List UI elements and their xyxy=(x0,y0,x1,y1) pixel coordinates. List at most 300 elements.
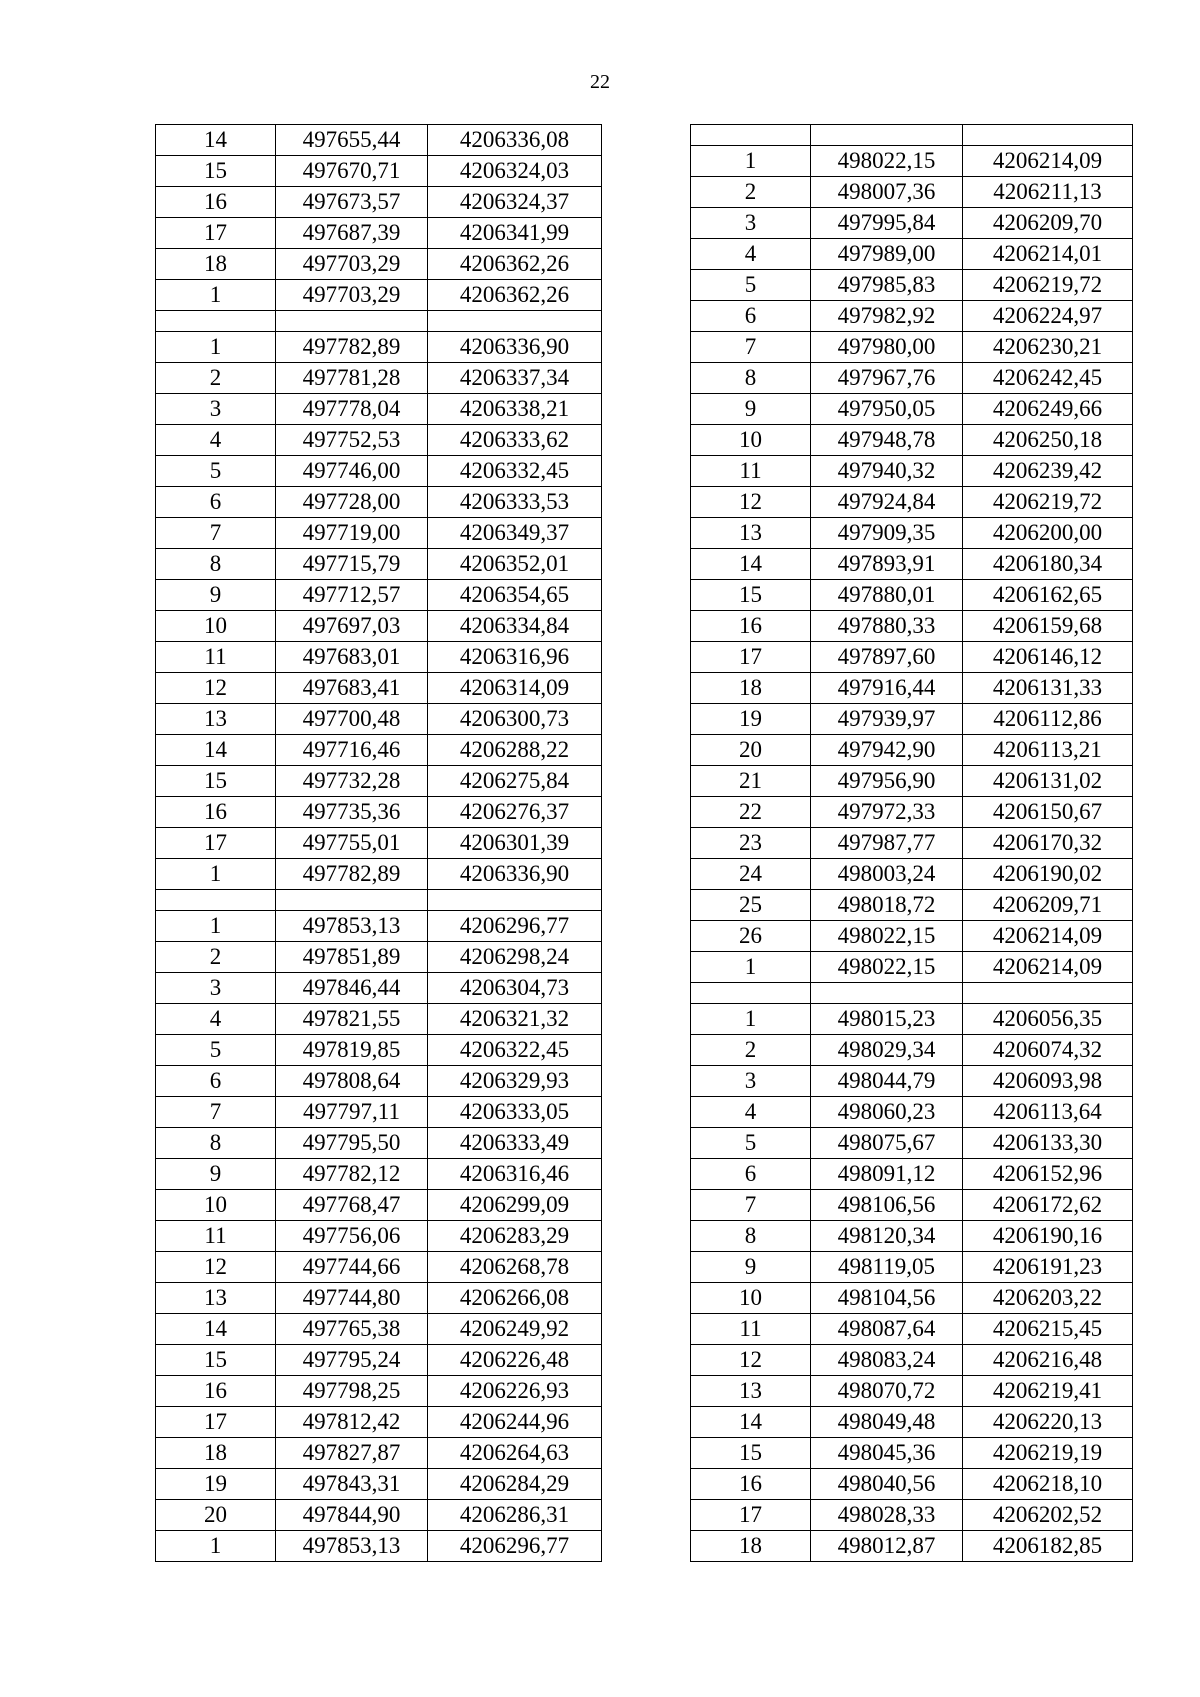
y-coordinate-cell: 4206182,85 xyxy=(963,1531,1133,1562)
y-coordinate-cell: 4206214,09 xyxy=(963,952,1133,983)
table-row xyxy=(691,1252,1133,1283)
x-coordinate-cell: 497821,55 xyxy=(276,1004,428,1035)
point-number-cell: 9 xyxy=(691,394,811,425)
table-row xyxy=(691,1159,1133,1190)
x-coordinate-cell: 497956,90 xyxy=(811,766,963,797)
table-row xyxy=(156,1407,602,1438)
y-coordinate-cell: 4206152,96 xyxy=(963,1159,1133,1190)
x-coordinate-cell: 497782,89 xyxy=(276,859,428,890)
y-coordinate-cell: 4206214,01 xyxy=(963,239,1133,270)
table-row xyxy=(691,580,1133,611)
table-row xyxy=(691,1438,1133,1469)
y-coordinate-cell: 4206209,70 xyxy=(963,208,1133,239)
point-number-cell: 22 xyxy=(691,797,811,828)
x-coordinate-cell: 497924,84 xyxy=(811,487,963,518)
table-row xyxy=(156,394,602,425)
point-number-cell: 1 xyxy=(691,146,811,177)
table-row xyxy=(156,187,602,218)
table-row xyxy=(156,456,602,487)
y-coordinate-cell: 4206230,21 xyxy=(963,332,1133,363)
table-row xyxy=(691,363,1133,394)
x-coordinate-cell: 497950,05 xyxy=(811,394,963,425)
table-row xyxy=(156,1035,602,1066)
table-row xyxy=(156,611,602,642)
table-row xyxy=(156,125,602,156)
y-coordinate-cell: 4206341,99 xyxy=(428,218,602,249)
point-number-cell: 3 xyxy=(691,208,811,239)
x-coordinate-cell: 497893,91 xyxy=(811,549,963,580)
x-coordinate-cell: 498075,67 xyxy=(811,1128,963,1159)
point-number-cell: 25 xyxy=(691,890,811,921)
point-number-cell: 5 xyxy=(691,270,811,301)
table-row xyxy=(156,487,602,518)
x-coordinate-cell: 497987,77 xyxy=(811,828,963,859)
x-coordinate-cell: 497683,01 xyxy=(276,642,428,673)
x-coordinate-cell: 498028,33 xyxy=(811,1500,963,1531)
x-coordinate-cell: 497755,01 xyxy=(276,828,428,859)
x-coordinate-cell: 497948,78 xyxy=(811,425,963,456)
y-coordinate-cell: 4206304,73 xyxy=(428,973,602,1004)
point-number-cell: 13 xyxy=(691,1376,811,1407)
x-coordinate-cell: 498012,87 xyxy=(811,1531,963,1562)
point-number-cell: 1 xyxy=(156,911,276,942)
x-coordinate-cell: 498045,36 xyxy=(811,1438,963,1469)
point-number-cell xyxy=(691,125,811,146)
point-number-cell xyxy=(156,890,276,911)
point-number-cell: 18 xyxy=(156,1438,276,1469)
table-row xyxy=(691,921,1133,952)
x-coordinate-cell: 497909,35 xyxy=(811,518,963,549)
x-coordinate-cell: 497673,57 xyxy=(276,187,428,218)
y-coordinate-cell: 4206219,19 xyxy=(963,1438,1133,1469)
point-number-cell: 17 xyxy=(156,218,276,249)
point-number-cell: 26 xyxy=(691,921,811,952)
y-coordinate-cell: 4206264,63 xyxy=(428,1438,602,1469)
table-row xyxy=(691,673,1133,704)
point-number-cell: 17 xyxy=(156,1407,276,1438)
y-coordinate-cell: 4206203,22 xyxy=(963,1283,1133,1314)
y-coordinate-cell: 4206214,09 xyxy=(963,921,1133,952)
point-number-cell: 6 xyxy=(691,1159,811,1190)
x-coordinate-cell: 497700,48 xyxy=(276,704,428,735)
y-coordinate-cell: 4206324,03 xyxy=(428,156,602,187)
point-number-cell: 13 xyxy=(156,704,276,735)
x-coordinate-cell: 498106,56 xyxy=(811,1190,963,1221)
x-coordinate-cell: 497812,42 xyxy=(276,1407,428,1438)
point-number-cell: 10 xyxy=(691,1283,811,1314)
point-number-cell: 12 xyxy=(156,1252,276,1283)
table-row xyxy=(156,518,602,549)
x-coordinate-cell: 497732,28 xyxy=(276,766,428,797)
table-row xyxy=(691,1345,1133,1376)
table-row xyxy=(691,859,1133,890)
table-row xyxy=(691,797,1133,828)
x-coordinate-cell: 497744,80 xyxy=(276,1283,428,1314)
table-row xyxy=(691,456,1133,487)
x-coordinate-cell: 498018,72 xyxy=(811,890,963,921)
y-coordinate-cell xyxy=(428,890,602,911)
point-number-cell: 12 xyxy=(156,673,276,704)
y-coordinate-cell: 4206170,32 xyxy=(963,828,1133,859)
x-coordinate-cell: 497728,00 xyxy=(276,487,428,518)
y-coordinate-cell: 4206113,64 xyxy=(963,1097,1133,1128)
point-number-cell: 5 xyxy=(156,1035,276,1066)
y-coordinate-cell: 4206288,22 xyxy=(428,735,602,766)
point-number-cell: 4 xyxy=(691,239,811,270)
table-row xyxy=(156,1376,602,1407)
point-number-cell: 1 xyxy=(691,952,811,983)
point-number-cell: 4 xyxy=(156,1004,276,1035)
table-row xyxy=(691,1376,1133,1407)
y-coordinate-cell: 4206219,72 xyxy=(963,270,1133,301)
x-coordinate-cell: 497687,39 xyxy=(276,218,428,249)
point-number-cell: 7 xyxy=(156,518,276,549)
y-coordinate-cell: 4206333,05 xyxy=(428,1097,602,1128)
y-coordinate-cell xyxy=(963,983,1133,1004)
x-coordinate-cell: 497980,00 xyxy=(811,332,963,363)
point-number-cell: 11 xyxy=(691,456,811,487)
y-coordinate-cell: 4206352,01 xyxy=(428,549,602,580)
x-coordinate-cell: 497655,44 xyxy=(276,125,428,156)
x-coordinate-cell: 497939,97 xyxy=(811,704,963,735)
table-row xyxy=(156,1004,602,1035)
y-coordinate-cell: 4206133,30 xyxy=(963,1128,1133,1159)
x-coordinate-cell xyxy=(811,983,963,1004)
table-body xyxy=(691,125,1133,1562)
x-coordinate-cell: 497746,00 xyxy=(276,456,428,487)
table-row xyxy=(691,301,1133,332)
y-coordinate-cell: 4206150,67 xyxy=(963,797,1133,828)
x-coordinate-cell: 497916,44 xyxy=(811,673,963,704)
point-number-cell: 4 xyxy=(691,1097,811,1128)
y-coordinate-cell: 4206226,48 xyxy=(428,1345,602,1376)
y-coordinate-cell: 4206296,77 xyxy=(428,1531,602,1562)
y-coordinate-cell: 4206338,21 xyxy=(428,394,602,425)
table-row xyxy=(691,1314,1133,1345)
y-coordinate-cell: 4206242,45 xyxy=(963,363,1133,394)
y-coordinate-cell: 4206321,32 xyxy=(428,1004,602,1035)
point-number-cell: 19 xyxy=(691,704,811,735)
x-coordinate-cell: 497795,50 xyxy=(276,1128,428,1159)
table-row xyxy=(691,704,1133,735)
x-coordinate-cell: 497782,12 xyxy=(276,1159,428,1190)
y-coordinate-cell: 4206056,35 xyxy=(963,1004,1133,1035)
table-row xyxy=(691,1469,1133,1500)
table-row xyxy=(691,208,1133,239)
table-row xyxy=(691,1407,1133,1438)
point-number-cell: 2 xyxy=(691,177,811,208)
point-number-cell: 1 xyxy=(156,859,276,890)
point-number-cell: 9 xyxy=(156,1159,276,1190)
x-coordinate-cell: 497756,06 xyxy=(276,1221,428,1252)
point-number-cell: 1 xyxy=(691,1004,811,1035)
table-row xyxy=(691,611,1133,642)
table-row xyxy=(691,425,1133,456)
y-coordinate-cell: 4206333,62 xyxy=(428,425,602,456)
table-row xyxy=(691,735,1133,766)
point-number-cell: 13 xyxy=(691,518,811,549)
x-coordinate-cell: 497752,53 xyxy=(276,425,428,456)
y-coordinate-cell: 4206190,02 xyxy=(963,859,1133,890)
page-number: 22 xyxy=(590,71,610,93)
x-coordinate-cell: 498015,23 xyxy=(811,1004,963,1035)
table-row xyxy=(156,859,602,890)
table-row xyxy=(691,270,1133,301)
point-number-cell: 10 xyxy=(691,425,811,456)
point-number-cell: 19 xyxy=(156,1469,276,1500)
table-row xyxy=(691,1066,1133,1097)
y-coordinate-cell: 4206218,10 xyxy=(963,1469,1133,1500)
table-row xyxy=(156,1159,602,1190)
point-number-cell: 13 xyxy=(156,1283,276,1314)
table-row xyxy=(156,766,602,797)
table-row xyxy=(691,1035,1133,1066)
x-coordinate-cell: 497853,13 xyxy=(276,1531,428,1562)
table-row xyxy=(156,673,602,704)
point-number-cell: 2 xyxy=(691,1035,811,1066)
x-coordinate-cell: 497880,33 xyxy=(811,611,963,642)
point-number-cell: 8 xyxy=(691,1221,811,1252)
y-coordinate-cell: 4206322,45 xyxy=(428,1035,602,1066)
x-coordinate-cell: 498003,24 xyxy=(811,859,963,890)
y-coordinate-cell: 4206354,65 xyxy=(428,580,602,611)
point-number-cell: 15 xyxy=(156,1345,276,1376)
table-row xyxy=(156,1345,602,1376)
y-coordinate-cell: 4206202,52 xyxy=(963,1500,1133,1531)
table-row xyxy=(156,580,602,611)
x-coordinate-cell: 497795,24 xyxy=(276,1345,428,1376)
point-number-cell: 17 xyxy=(691,1500,811,1531)
y-coordinate-cell: 4206112,86 xyxy=(963,704,1133,735)
point-number-cell: 23 xyxy=(691,828,811,859)
point-number-cell: 6 xyxy=(156,487,276,518)
y-coordinate-cell: 4206220,13 xyxy=(963,1407,1133,1438)
y-coordinate-cell: 4206299,09 xyxy=(428,1190,602,1221)
y-coordinate-cell: 4206275,84 xyxy=(428,766,602,797)
y-coordinate-cell: 4206239,42 xyxy=(963,456,1133,487)
y-coordinate-cell: 4206244,96 xyxy=(428,1407,602,1438)
table-row xyxy=(691,394,1133,425)
x-coordinate-cell: 497683,41 xyxy=(276,673,428,704)
x-coordinate-cell: 497808,64 xyxy=(276,1066,428,1097)
table-row xyxy=(691,239,1133,270)
y-coordinate-cell: 4206333,53 xyxy=(428,487,602,518)
point-number-cell: 7 xyxy=(691,1190,811,1221)
y-coordinate-cell: 4206316,46 xyxy=(428,1159,602,1190)
x-coordinate-cell: 497942,90 xyxy=(811,735,963,766)
x-coordinate-cell: 498007,36 xyxy=(811,177,963,208)
point-number-cell: 1 xyxy=(156,280,276,311)
table-row xyxy=(691,890,1133,921)
table-row xyxy=(691,487,1133,518)
y-coordinate-cell: 4206324,37 xyxy=(428,187,602,218)
y-coordinate-cell: 4206333,49 xyxy=(428,1128,602,1159)
y-coordinate-cell: 4206336,08 xyxy=(428,125,602,156)
table-row xyxy=(156,828,602,859)
point-number-cell: 6 xyxy=(691,301,811,332)
y-coordinate-cell: 4206219,72 xyxy=(963,487,1133,518)
point-number-cell: 3 xyxy=(156,394,276,425)
y-coordinate-cell: 4206172,62 xyxy=(963,1190,1133,1221)
table-row xyxy=(156,280,602,311)
point-number-cell: 18 xyxy=(156,249,276,280)
table-row xyxy=(156,218,602,249)
y-coordinate-cell: 4206131,02 xyxy=(963,766,1133,797)
x-coordinate-cell: 498070,72 xyxy=(811,1376,963,1407)
x-coordinate-cell xyxy=(811,125,963,146)
table-row xyxy=(691,1283,1133,1314)
table-row xyxy=(156,735,602,766)
x-coordinate-cell: 498120,34 xyxy=(811,1221,963,1252)
point-number-cell: 2 xyxy=(156,363,276,394)
x-coordinate-cell: 497735,36 xyxy=(276,797,428,828)
table-row xyxy=(156,1283,602,1314)
x-coordinate-cell: 497744,66 xyxy=(276,1252,428,1283)
x-coordinate-cell: 497819,85 xyxy=(276,1035,428,1066)
table-row xyxy=(156,1438,602,1469)
separator-row xyxy=(156,311,602,332)
y-coordinate-cell: 4206249,92 xyxy=(428,1314,602,1345)
x-coordinate-cell: 497797,11 xyxy=(276,1097,428,1128)
x-coordinate-cell: 498087,64 xyxy=(811,1314,963,1345)
x-coordinate-cell: 498022,15 xyxy=(811,146,963,177)
y-coordinate-cell: 4206298,24 xyxy=(428,942,602,973)
y-coordinate-cell: 4206284,29 xyxy=(428,1469,602,1500)
point-number-cell: 12 xyxy=(691,1345,811,1376)
point-number-cell: 16 xyxy=(156,797,276,828)
y-coordinate-cell: 4206349,37 xyxy=(428,518,602,549)
x-coordinate-cell: 497703,29 xyxy=(276,280,428,311)
table-row xyxy=(691,332,1133,363)
point-number-cell: 17 xyxy=(691,642,811,673)
table-row xyxy=(156,1128,602,1159)
y-coordinate-cell: 4206074,32 xyxy=(963,1035,1133,1066)
point-number-cell: 18 xyxy=(691,673,811,704)
table-row xyxy=(691,766,1133,797)
point-number-cell: 21 xyxy=(691,766,811,797)
x-coordinate-cell: 498119,05 xyxy=(811,1252,963,1283)
x-coordinate-cell: 498060,23 xyxy=(811,1097,963,1128)
x-coordinate-cell: 497697,03 xyxy=(276,611,428,642)
point-number-cell: 7 xyxy=(156,1097,276,1128)
x-coordinate-cell: 498029,34 xyxy=(811,1035,963,1066)
table-row xyxy=(156,797,602,828)
y-coordinate-cell: 4206131,33 xyxy=(963,673,1133,704)
table-row xyxy=(156,1097,602,1128)
table-row xyxy=(156,425,602,456)
x-coordinate-cell: 497765,38 xyxy=(276,1314,428,1345)
y-coordinate-cell: 4206249,66 xyxy=(963,394,1133,425)
y-coordinate-cell: 4206332,45 xyxy=(428,456,602,487)
x-coordinate-cell: 497843,31 xyxy=(276,1469,428,1500)
y-coordinate-cell: 4206216,48 xyxy=(963,1345,1133,1376)
y-coordinate-cell xyxy=(963,125,1133,146)
y-coordinate-cell: 4206314,09 xyxy=(428,673,602,704)
point-number-cell: 5 xyxy=(691,1128,811,1159)
y-coordinate-cell: 4206301,39 xyxy=(428,828,602,859)
table-row xyxy=(156,156,602,187)
x-coordinate-cell: 497716,46 xyxy=(276,735,428,766)
table-row xyxy=(156,942,602,973)
table-row xyxy=(691,642,1133,673)
point-number-cell: 9 xyxy=(156,580,276,611)
separator-row xyxy=(691,983,1133,1004)
x-coordinate-cell xyxy=(276,311,428,332)
separator-row xyxy=(691,125,1133,146)
x-coordinate-cell: 497853,13 xyxy=(276,911,428,942)
x-coordinate-cell: 497703,29 xyxy=(276,249,428,280)
point-number-cell: 14 xyxy=(691,549,811,580)
y-coordinate-cell: 4206162,65 xyxy=(963,580,1133,611)
y-coordinate-cell: 4206316,96 xyxy=(428,642,602,673)
point-number-cell: 24 xyxy=(691,859,811,890)
y-coordinate-cell: 4206334,84 xyxy=(428,611,602,642)
table-body xyxy=(156,125,602,1562)
point-number-cell: 20 xyxy=(156,1500,276,1531)
y-coordinate-cell: 4206191,23 xyxy=(963,1252,1133,1283)
point-number-cell: 6 xyxy=(156,1066,276,1097)
table-row xyxy=(691,1221,1133,1252)
coordinates-table-right xyxy=(690,124,1133,1562)
x-coordinate-cell xyxy=(276,890,428,911)
y-coordinate-cell: 4206362,26 xyxy=(428,249,602,280)
point-number-cell: 15 xyxy=(691,1438,811,1469)
point-number-cell: 9 xyxy=(691,1252,811,1283)
y-coordinate-cell: 4206190,16 xyxy=(963,1221,1133,1252)
x-coordinate-cell: 498040,56 xyxy=(811,1469,963,1500)
x-coordinate-cell: 497897,60 xyxy=(811,642,963,673)
table-row xyxy=(156,249,602,280)
y-coordinate-cell: 4206224,97 xyxy=(963,301,1133,332)
point-number-cell: 14 xyxy=(691,1407,811,1438)
y-coordinate-cell: 4206226,93 xyxy=(428,1376,602,1407)
table-row xyxy=(156,1066,602,1097)
x-coordinate-cell: 498104,56 xyxy=(811,1283,963,1314)
y-coordinate-cell: 4206283,29 xyxy=(428,1221,602,1252)
y-coordinate-cell: 4206146,12 xyxy=(963,642,1133,673)
x-coordinate-cell: 498083,24 xyxy=(811,1345,963,1376)
point-number-cell: 15 xyxy=(691,580,811,611)
y-coordinate-cell: 4206200,00 xyxy=(963,518,1133,549)
point-number-cell: 4 xyxy=(156,425,276,456)
y-coordinate-cell: 4206180,34 xyxy=(963,549,1133,580)
point-number-cell: 17 xyxy=(156,828,276,859)
x-coordinate-cell: 498022,15 xyxy=(811,921,963,952)
y-coordinate-cell: 4206219,41 xyxy=(963,1376,1133,1407)
point-number-cell: 16 xyxy=(156,187,276,218)
point-number-cell xyxy=(691,983,811,1004)
y-coordinate-cell: 4206093,98 xyxy=(963,1066,1133,1097)
point-number-cell: 1 xyxy=(156,1531,276,1562)
table-row xyxy=(691,1004,1133,1035)
point-number-cell: 14 xyxy=(156,735,276,766)
point-number-cell xyxy=(156,311,276,332)
point-number-cell: 8 xyxy=(691,363,811,394)
table-row xyxy=(691,1500,1133,1531)
table-row xyxy=(691,177,1133,208)
x-coordinate-cell: 497827,87 xyxy=(276,1438,428,1469)
point-number-cell: 16 xyxy=(691,611,811,642)
y-coordinate-cell: 4206268,78 xyxy=(428,1252,602,1283)
x-coordinate-cell: 497782,89 xyxy=(276,332,428,363)
x-coordinate-cell: 497778,04 xyxy=(276,394,428,425)
x-coordinate-cell: 497989,00 xyxy=(811,239,963,270)
table-row xyxy=(156,911,602,942)
table-row xyxy=(691,1128,1133,1159)
x-coordinate-cell: 497967,76 xyxy=(811,363,963,394)
table-row xyxy=(156,1531,602,1562)
y-coordinate-cell: 4206300,73 xyxy=(428,704,602,735)
